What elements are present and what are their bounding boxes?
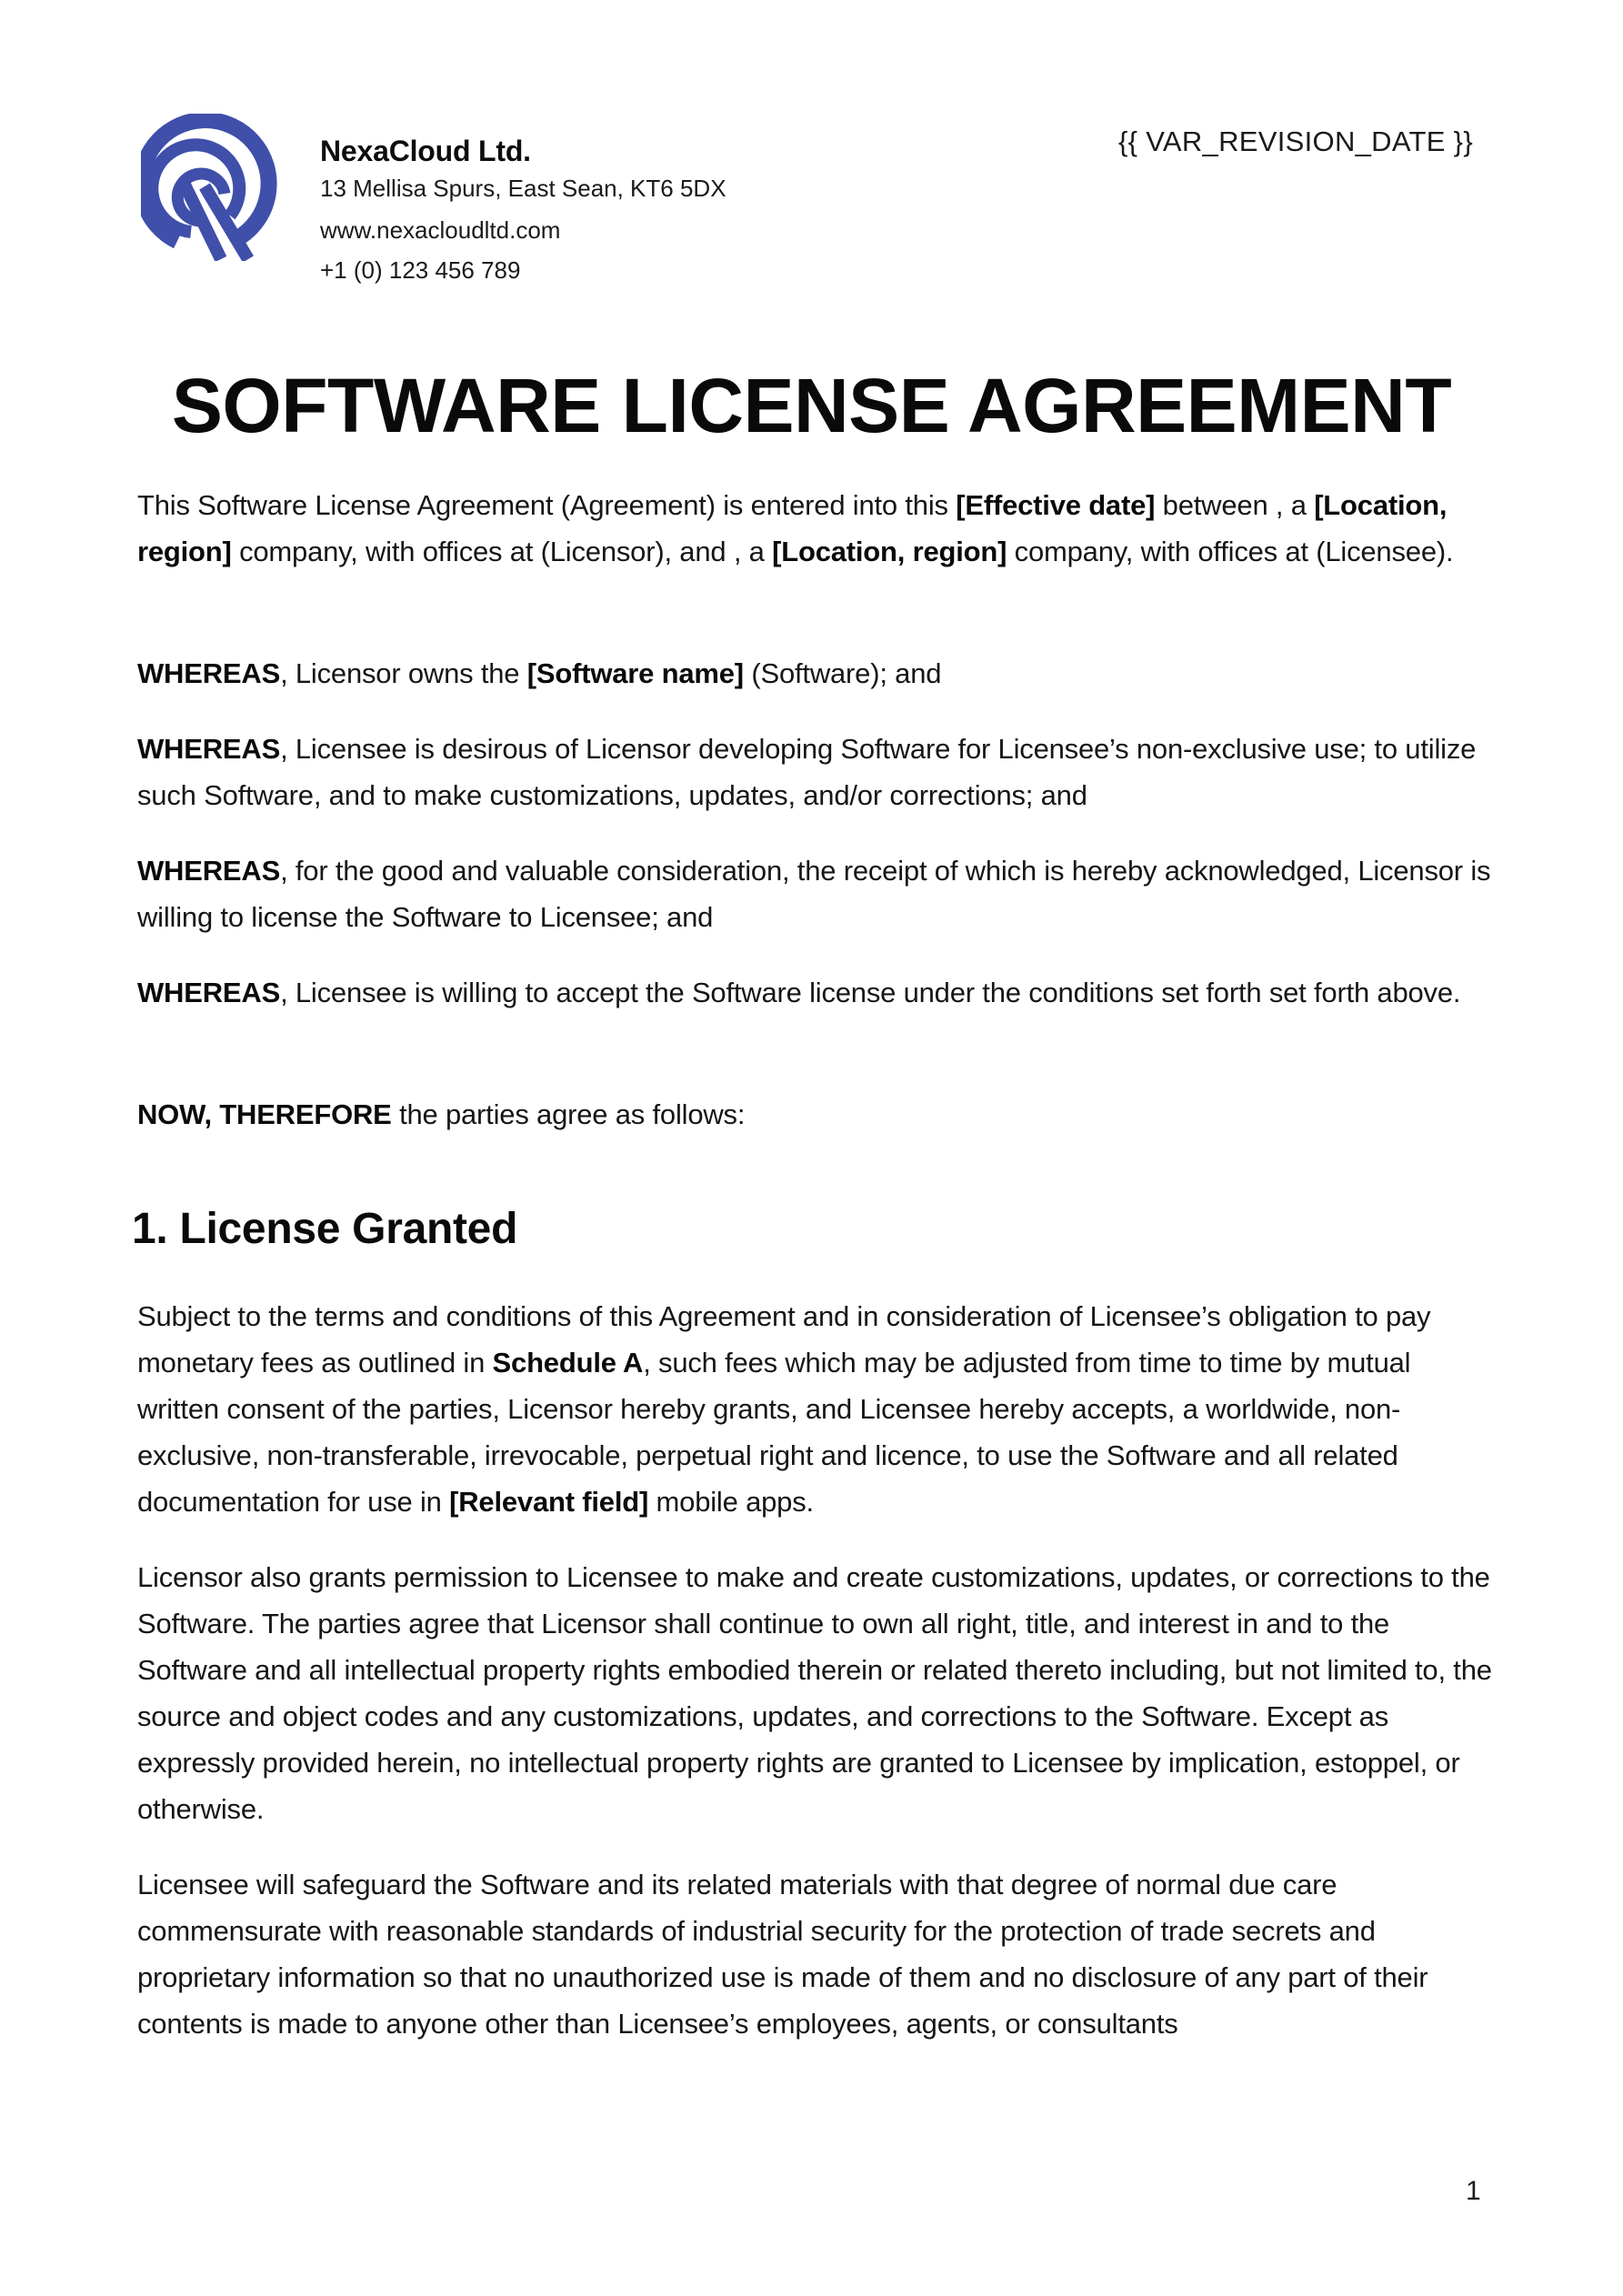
company-website[interactable]: www.nexacloudltd.com bbox=[320, 216, 561, 244]
clause-text: (Software); and bbox=[743, 657, 942, 689]
revision-date: {{ VAR_REVISION_DATE }} bbox=[1118, 125, 1473, 157]
section-paragraph bbox=[137, 1293, 1492, 1525]
clause-text: , Licensor owns the bbox=[280, 657, 527, 689]
whereas-lead: WHEREAS bbox=[137, 977, 281, 1008]
company-phone: +1 (0) 123 456 789 bbox=[320, 256, 521, 284]
location-placeholder: [Location, region] bbox=[137, 489, 1448, 567]
section-paragraph bbox=[137, 1554, 1492, 1832]
intro-text: company, with offices at (Licensor), and , a bbox=[231, 536, 773, 567]
clause-text: , for the good and valuable consideration, the receipt of which is hereby acknowledged, Licensor is willing to license the Software to Licensee; and bbox=[137, 855, 1491, 933]
company-address: 13 Mellisa Spurs, East Sean, KT6 5DX bbox=[320, 175, 726, 202]
company-name: NexaCloud Ltd. bbox=[320, 135, 531, 167]
whereas-lead: WHEREAS bbox=[137, 657, 281, 689]
paragraph-text: , such fees which may be adjusted from time to time by mutual written consent of the parties, Licensor hereby grants, and Licensee hereby accepts, a worldwide, non-exclusive, non-transferable, irrevocable, perpetual right and licence, to use the Software and all related documentation for use in bbox=[137, 1347, 1411, 1518]
whereas-lead: WHEREAS bbox=[137, 733, 281, 765]
whereas-lead: WHEREAS bbox=[137, 855, 281, 887]
relevant-field-placeholder: [Relevant field] bbox=[449, 1486, 649, 1518]
company-info bbox=[320, 133, 726, 284]
paragraph-text: mobile apps. bbox=[648, 1486, 814, 1518]
paragraph-text: Licensor also grants permission to Licensee to make and create customizations, updates, or corrections to the Software. The parties agree that Licensor shall continue to own all right, title, and interest in and to the Software and all intellectual property rights embodied therein or related thereto including, but not limited to, the source and object codes and any customizations, updates, and corrections to the Software. Except as expressly provided herein, no intellectual property rights are granted to Licensee by implication, estoppel, or otherwise. bbox=[137, 1561, 1492, 1825]
intro-text: between , a bbox=[1155, 489, 1315, 521]
therefore-clause bbox=[137, 1091, 1492, 1138]
clause-text: , Licensee is willing to accept the Software license under the conditions set forth set forth above. bbox=[280, 977, 1461, 1008]
clause-text: the parties agree as follows: bbox=[391, 1098, 746, 1130]
software-name-placeholder: [Software name] bbox=[526, 657, 744, 689]
whereas-clause bbox=[137, 847, 1492, 940]
location-placeholder: [Location, region] bbox=[772, 536, 1007, 567]
therefore-lead: NOW, THEREFORE bbox=[137, 1098, 392, 1130]
paragraph-text: Licensee will safeguard the Software and its related materials with that degree of normal due care commensurate with reasonable standards of industrial security for the protection of trade secrets and proprietary information so that no unauthorized use is made of them and no disclosure of any part of their contents is made to anyone other than Licensee’s employees, agents, or consultants bbox=[137, 1869, 1428, 2040]
company-logo-icon bbox=[141, 114, 277, 261]
page-number: 1 bbox=[1466, 2176, 1481, 2206]
whereas-clause bbox=[137, 969, 1492, 1016]
document-title: SOFTWARE LICENSE AGREEMENT bbox=[171, 363, 1452, 448]
intro-paragraph bbox=[137, 482, 1492, 575]
section-heading: 1. License Granted bbox=[132, 1205, 518, 1253]
intro-text: This Software License Agreement (Agreement) is entered into this bbox=[137, 489, 957, 521]
paragraph-text: Subject to the terms and conditions of this Agreement and in consideration of Licensee’s obligation to pay monetary fees as outlined in bbox=[137, 1300, 1431, 1379]
section-paragraph bbox=[137, 1861, 1492, 2047]
whereas-clause bbox=[137, 726, 1492, 818]
intro-text: company, with offices at (Licensee). bbox=[1007, 536, 1454, 567]
whereas-clause bbox=[137, 650, 1492, 697]
clause-text: , Licensee is desirous of Licensor developing Software for Licensee’s non-exclusive use; to utilize such Software, and to make customizations, updates, and/or corrections; and bbox=[137, 733, 1477, 811]
effective-date-placeholder: [Effective date] bbox=[956, 489, 1156, 521]
schedule-reference: Schedule A bbox=[492, 1347, 644, 1379]
